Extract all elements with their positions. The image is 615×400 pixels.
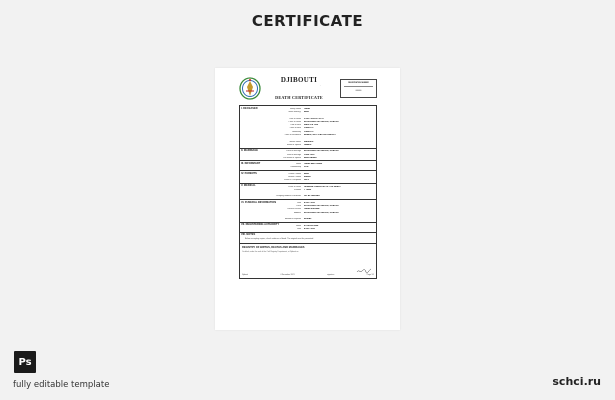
issued-date: 4 December 2021 (280, 273, 295, 276)
certificate-section (240, 106, 376, 149)
registration-number-label: REGISTRATION NUMBER (348, 82, 369, 84)
field-value[interactable]: ABDI (304, 110, 309, 113)
field-label: Place of Death (288, 120, 301, 123)
field-label: Father's Name (288, 172, 301, 175)
field-label: Name of Spouse (286, 143, 301, 146)
registry-office: REGISTRY OF BIRTHS, DEATHS AND MARRIAGES (242, 245, 305, 249)
certificate-section (240, 149, 376, 162)
field-value[interactable]: ABDI HAMED (304, 156, 317, 159)
field-label: Name (295, 224, 301, 227)
certificate-section (240, 161, 376, 171)
issued-place: Djibouti (242, 273, 248, 276)
field-value[interactable]: BOULEVARD DE GAULLE, DJIBOUTI (304, 211, 340, 214)
divider (344, 86, 373, 87)
certificate-header (239, 75, 377, 105)
field-label: Father's Occupation (284, 179, 301, 182)
field-label: Relationship (290, 166, 301, 169)
field-label: Certifying Medical Practitioner (275, 195, 301, 198)
field-label: Date of Birth (290, 124, 301, 127)
field-label: Family Name (289, 107, 301, 110)
field-value[interactable]: OMAR (304, 107, 311, 110)
field-label: Full Name of Spouse (283, 156, 301, 159)
field-label: Place (296, 205, 301, 208)
field-value[interactable]: SELF (304, 179, 310, 182)
section-title: III. INFORMANT (241, 161, 261, 165)
registration-number-value: 000000 (355, 89, 362, 92)
field-value[interactable]: BURIAL (304, 218, 312, 221)
field-label: Duration (293, 188, 301, 191)
notes-text[interactable]: Before accepting copies, check evidence of deed. The original must be presented. (245, 237, 314, 240)
field-value[interactable]: A. REGISTRAR (304, 224, 319, 227)
section-title: V. MEDICAL (241, 184, 256, 188)
field-label: Mother's Name (288, 175, 301, 178)
certificate-document (239, 75, 377, 276)
field-value[interactable]: BOULEVARD DE GAULLE, DJIBOUTI (304, 120, 340, 123)
field-value[interactable]: ABDI (304, 172, 309, 175)
field-label: Marital Status (289, 140, 301, 143)
field-value[interactable]: AHMED, 0001 STATION DJIBOUTI (304, 134, 336, 137)
registry-block (240, 244, 376, 278)
field-label: Cause of Death (287, 185, 301, 188)
field-label: Nationality (292, 130, 301, 133)
section-title: I. DECEASED (241, 106, 258, 110)
field-value[interactable]: DJIBOUTI (304, 127, 314, 130)
section-title: II. MARRIAGE (241, 149, 259, 153)
field-label: Date of Marriage (286, 153, 301, 156)
certificate-section (240, 184, 376, 200)
field-label: Given Name(s) (288, 110, 301, 113)
page-title: CERTIFICATE (251, 12, 364, 30)
signature-label: signature (327, 273, 335, 276)
section-title: VII. REGISTERING AUTHORITY (241, 223, 280, 227)
field-value[interactable]: BOULEVARD DE GAULLE, DJIBOUTI (304, 150, 340, 153)
field-value[interactable]: 4 DEC 2020 (304, 227, 315, 230)
field-value[interactable]: MARRIED (304, 140, 314, 143)
document-title: DEATH CERTIFICATE (275, 95, 323, 100)
field-label: Funeral Director (287, 208, 301, 211)
page-number: Page 1/1 (366, 273, 374, 276)
field-label: Date of Death (289, 117, 301, 120)
field-value[interactable]: GENERAL PARALYSIS OF THE HEART (304, 185, 341, 188)
issuing-authority-line: MINISTÈRE DE L'INTÉRIEUR — DIRECTION DE L'ÉTAT CIVIL — RÉPUBLIQUE DE DJIBOUTI (264, 85, 334, 86)
site-name[interactable]: schci.ru (552, 375, 601, 388)
section-title: VIII. NOTES (241, 233, 256, 236)
certificate-form (239, 105, 377, 279)
certificate-section (240, 171, 376, 184)
field-value[interactable]: SON (304, 166, 309, 169)
certificate-section (240, 233, 376, 244)
field-value[interactable]: JUNE 1999 (304, 153, 315, 156)
field-label: Date (297, 227, 301, 230)
field-label: Place of Birth (289, 127, 301, 130)
field-label: Method of Disposal (284, 218, 301, 221)
coat-of-arms-icon (239, 76, 261, 100)
section-title: VI. FUNERAL INFORMATION (241, 200, 277, 204)
issue-line (242, 274, 374, 276)
registration-number-box[interactable] (340, 79, 377, 98)
field-value[interactable]: MARCH 4 1936 (304, 124, 319, 127)
field-label: Address (294, 211, 301, 214)
photoshop-icon: Ps (14, 351, 36, 373)
field-value[interactable]: DJIBOUTI (304, 130, 314, 133)
country-name: DJIBOUTI (280, 76, 318, 84)
field-value[interactable]: 2 DEC 2020 AT 20:15 (304, 117, 324, 120)
field-value[interactable]: HAMED (304, 143, 312, 146)
field-label: Place of Marriage (286, 150, 301, 153)
section-title: IV. PARENTS (241, 171, 257, 175)
field-value[interactable]: BOULEVARD DE GAULLE, DJIBOUTI (304, 205, 340, 208)
certification-footnote: Certified, under the seal of the Civil Registry Department, at Djibouti on (242, 251, 299, 253)
field-label: Place of Residence (284, 134, 301, 137)
template-caption: fully editable template (13, 380, 110, 390)
field-label: Date (297, 201, 301, 204)
field-value[interactable]: OMAR ABDI OMAR (304, 163, 323, 166)
certificate-section (240, 200, 376, 223)
certificate-preview (215, 68, 400, 330)
field-value[interactable]: DR. AL HASSAN (304, 195, 320, 198)
certificate-section (240, 223, 376, 233)
field-label: Name (295, 163, 301, 166)
field-value[interactable]: OMAR BURHAN (304, 208, 320, 211)
field-value[interactable]: 1 YEAR (304, 188, 312, 191)
field-value[interactable]: 4 DEC 2020 (304, 201, 315, 204)
field-value[interactable]: AMINA (304, 175, 311, 178)
